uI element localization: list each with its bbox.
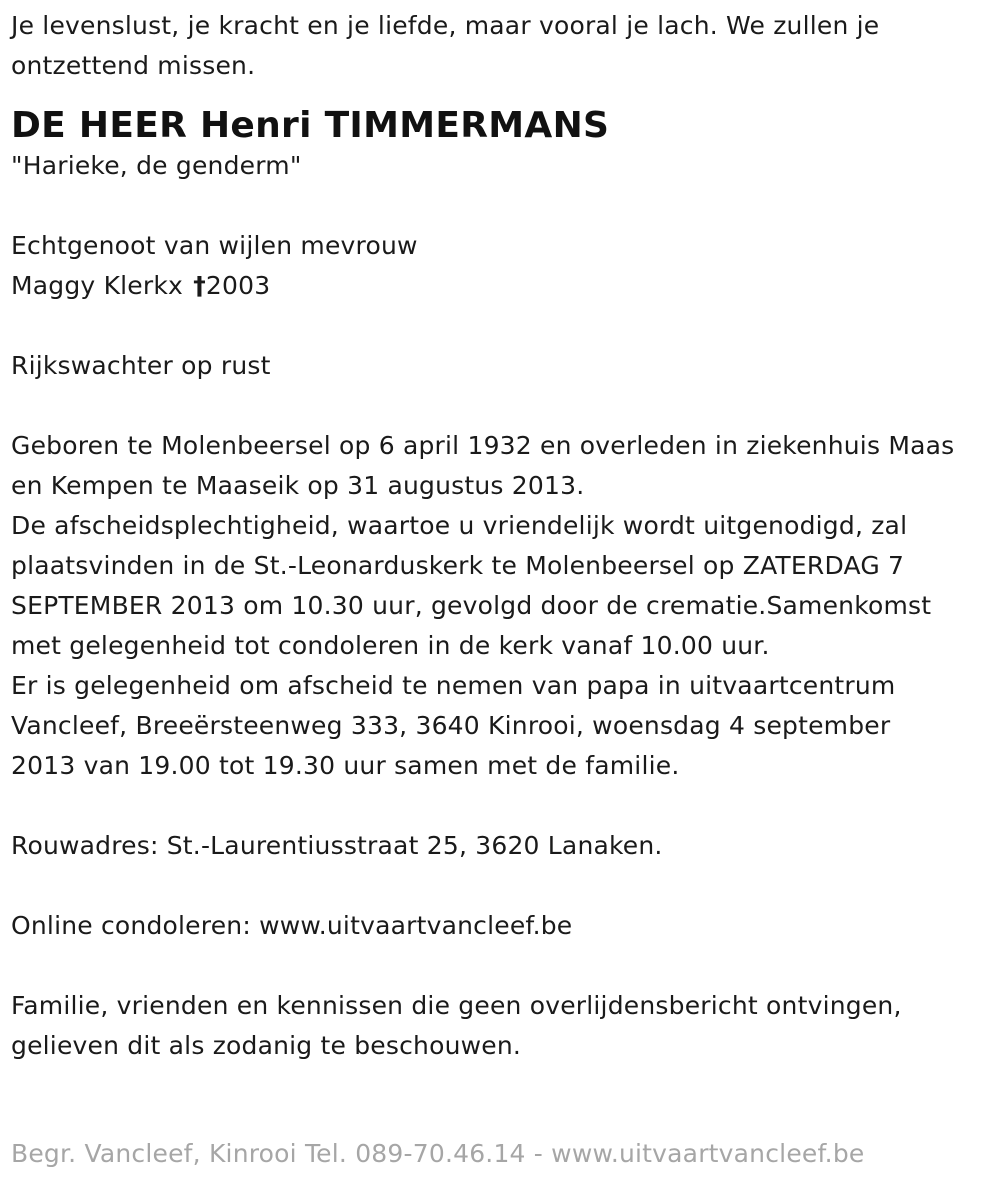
spacer — [11, 786, 991, 826]
body-line: 2013 van 19.00 tot 19.30 uur samen met de familie. — [11, 751, 680, 780]
family-note-line-1: Familie, vrienden en kennissen die geen overlijdensbericht ontvingen, — [11, 991, 902, 1020]
body-line: plaatsvinden in de St.-Leonarduskerk te Molenbeersel op ZATERDAG 7 — [11, 551, 905, 580]
spacer — [11, 186, 991, 226]
profession: Rijkswachter op rust — [11, 351, 271, 380]
funeral-home-footer: Begr. Vancleef, Kinrooi Tel. 089-70.46.14 - www.uitvaartvancleef.be — [11, 1139, 865, 1168]
spouse-death-year: 2003 — [205, 271, 271, 300]
family-note-line-2: gelieven dit als zodanig te beschouwen. — [11, 1031, 522, 1060]
deceased-nickname: "Harieke, de genderm" — [11, 151, 302, 180]
spacer — [11, 866, 991, 906]
body-line: met gelegenheid tot condoleren in de kerk vanaf 10.00 uur. — [11, 631, 770, 660]
obituary-notice — [11, 6, 991, 1066]
body-line: en Kempen te Maaseik op 31 augustus 2013. — [11, 471, 585, 500]
body-line: Er is gelegenheid om afscheid te nemen van papa in uitvaartcentrum — [11, 671, 896, 700]
mourning-address: Rouwadres: St.-Laurentiusstraat 25, 3620 Lanaken. — [11, 831, 663, 860]
spacer — [11, 386, 991, 426]
cross-icon: † — [193, 271, 206, 300]
intro-line-1: Je levenslust, je kracht en je liefde, maar vooral je lach. We zullen je — [11, 11, 880, 40]
body-line: Vancleef, Breeërsteenweg 333, 3640 Kinrooi, woensdag 4 september — [11, 711, 891, 740]
intro-line-2: ontzettend missen. — [11, 51, 256, 80]
spouse-line-2 — [11, 266, 991, 306]
deceased-name: DE HEER Henri TIMMERMANS — [11, 105, 610, 146]
online-condolences: Online condoleren: www.uitvaartvancleef.be — [11, 911, 573, 940]
body-line: SEPTEMBER 2013 om 10.30 uur, gevolgd door de crematie.Samenkomst — [11, 591, 932, 620]
spouse-line-1: Echtgenoot van wijlen mevrouw — [11, 231, 418, 260]
body-line: De afscheidsplechtigheid, waartoe u vriendelijk wordt uitgenodigd, zal — [11, 511, 908, 540]
spacer — [11, 946, 991, 986]
body-line: Geboren te Molenbeersel op 6 april 1932 en overleden in ziekenhuis Maas — [11, 431, 955, 460]
spouse-name: Maggy Klerkx — [11, 271, 192, 300]
spacer — [11, 306, 991, 346]
